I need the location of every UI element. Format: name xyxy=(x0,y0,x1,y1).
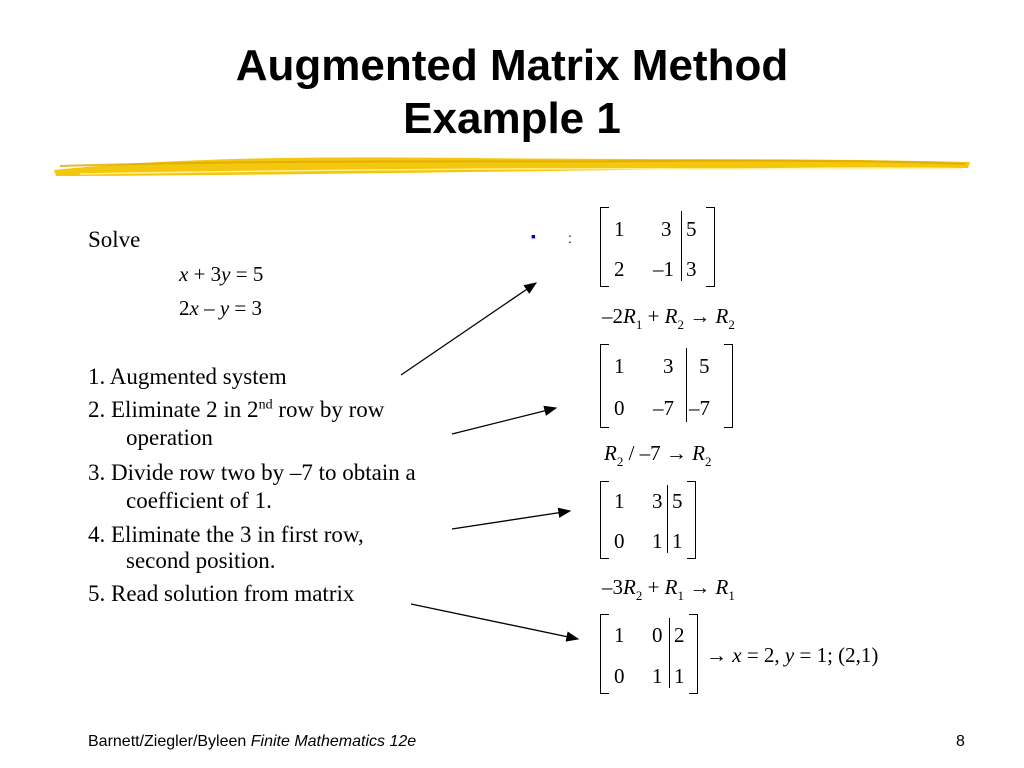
matrix-3 xyxy=(600,481,696,559)
solve-label: Solve xyxy=(88,227,141,252)
m3-r1c3: 5 xyxy=(672,489,683,513)
step-4-line2: second position. xyxy=(126,548,276,573)
row-op-2: $R_2 / -7 \to R_2$ xyxy=(604,441,712,469)
m3-r2c3: 1 xyxy=(672,529,683,553)
m2-r2c2: –7 xyxy=(653,396,674,420)
step-5: 5. Read solution from matrix xyxy=(88,581,355,606)
m3-r1c2: 3 xyxy=(652,489,663,513)
equation-2: 2x – y = 3 xyxy=(179,296,262,320)
step-2-line1: 2. Eliminate 2 in 2nd row by row xyxy=(88,397,385,422)
slide-title-line1: Augmented Matrix Method xyxy=(235,41,789,90)
m2-r1c1: 1 xyxy=(614,354,625,378)
matrix-2 xyxy=(600,344,733,428)
m1-r2c1: 2 xyxy=(614,257,625,281)
m3-r2c1: 0 xyxy=(614,529,625,553)
m4-r2c1: 0 xyxy=(614,664,625,688)
arrow-step5 xyxy=(411,604,578,639)
row-op-1: $-2R_1 + R_2 \to R_2$ xyxy=(602,304,735,332)
m2-r1c2: 3 xyxy=(663,354,674,378)
m4-r2c3: 1 xyxy=(674,664,685,688)
arrow-step2 xyxy=(452,408,556,434)
m1-r2c3: 3 xyxy=(686,257,697,281)
row-op-3: $-3R_2 + R_1 \to R_1$ xyxy=(602,575,735,603)
m1-r1c1: 1 xyxy=(614,217,625,241)
slide-title-line2: Example 1 xyxy=(403,94,621,143)
step-1: 1. Augmented system xyxy=(88,364,287,389)
m2-r2c1: 0 xyxy=(614,396,625,420)
m3-r2c2: 1 xyxy=(652,529,663,553)
matrix-4 xyxy=(600,614,698,694)
arrow-step3 xyxy=(452,511,570,529)
m1-r1c2: 3 xyxy=(661,217,672,241)
matrix-1 xyxy=(600,207,715,287)
bullet-icon: ▪ xyxy=(531,228,536,244)
footer-citation: Barnett/Ziegler/Byleen Finite Mathematics 12e xyxy=(88,733,417,750)
equation-1: x + 3y = 5 xyxy=(179,262,264,286)
arrow-step1 xyxy=(401,283,536,375)
page-number: 8 xyxy=(956,733,965,750)
m4-r1c1: 1 xyxy=(614,623,625,647)
solution-text: → x = 2, y = 1; (2,1) xyxy=(706,643,879,667)
m3-r1c1: 1 xyxy=(614,489,625,513)
m1-r1c3: 5 xyxy=(686,217,697,241)
m1-r2c2: –1 xyxy=(653,257,674,281)
step-4-line1: 4. Eliminate the 3 in first row, xyxy=(88,522,364,547)
m2-r1c3: 5 xyxy=(699,354,710,378)
bullet-colon: : xyxy=(568,230,572,246)
step-3-line1: 3. Divide row two by –7 to obtain a xyxy=(88,460,416,485)
step-2-line2: operation xyxy=(126,425,213,450)
step-3-line2: coefficient of 1. xyxy=(126,488,272,513)
m4-r1c2: 0 xyxy=(652,623,663,647)
m4-r1c3: 2 xyxy=(674,623,685,647)
m2-r2c3: –7 xyxy=(689,396,710,420)
m4-r2c2: 1 xyxy=(652,664,663,688)
